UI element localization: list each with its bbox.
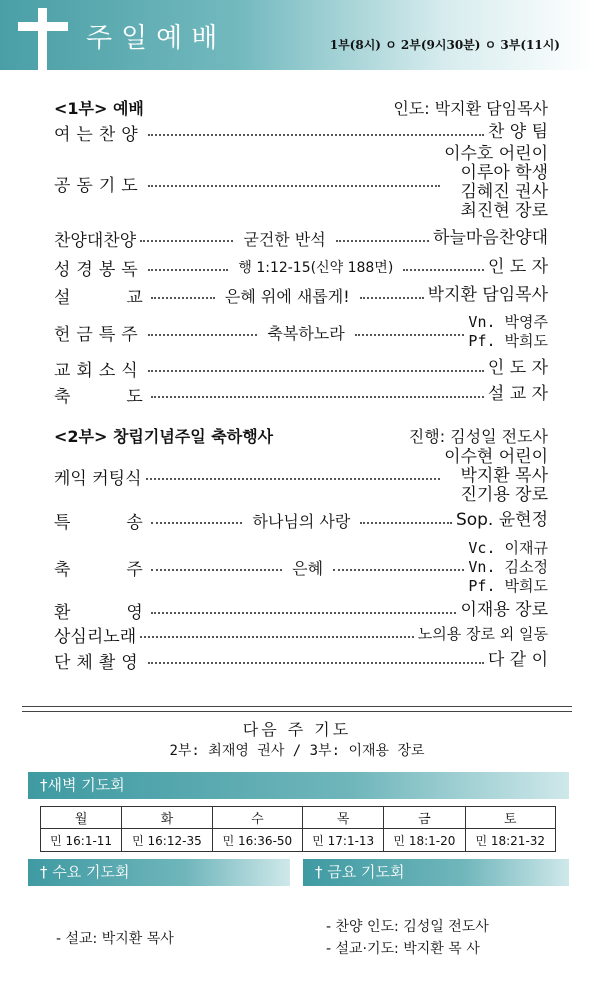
day-header: 수	[212, 807, 302, 829]
item-value: 설 교 자	[487, 383, 548, 404]
page-title: 주일예배	[86, 23, 227, 54]
dotted-leader	[148, 370, 484, 372]
order-item	[54, 598, 548, 622]
dotted-leader	[148, 662, 484, 664]
person-line: Vn. 김소정	[468, 557, 548, 576]
person-line: 이수호 어린이	[444, 144, 548, 164]
dotted-leader	[151, 612, 457, 614]
dotted-leader	[146, 478, 441, 480]
item-value: 노의용 장로 외 일동	[417, 624, 548, 643]
order-item	[54, 448, 548, 504]
service1-heading: <1부> 예배	[54, 99, 144, 118]
dawn-prayer-header: †새벽 기도회	[28, 772, 569, 799]
reading-cell: 민 16:36-50	[212, 829, 302, 852]
divider	[22, 711, 572, 712]
item-value: 박지환 담임목사	[427, 284, 548, 305]
order-item	[54, 312, 548, 352]
item-label: 환영	[54, 602, 199, 623]
service2-heading-row	[54, 424, 548, 447]
item-title: 행 1:12-15(신약 188면)	[238, 260, 394, 276]
item-label: 교회소식	[54, 360, 144, 381]
item-label: 설교	[54, 287, 199, 308]
order-item	[54, 120, 548, 144]
item-value	[468, 313, 548, 351]
dawn-schedule-table	[40, 806, 556, 852]
item-value: 하늘마음찬양대	[433, 227, 548, 248]
dotted-leader	[148, 134, 484, 136]
person-line: 김혜진 권사	[460, 182, 548, 202]
item-label: 단체촬영	[54, 652, 144, 673]
person-line: 최진현 장로	[460, 201, 548, 221]
order-item	[54, 255, 548, 279]
day-header: 목	[303, 807, 384, 829]
dotted-leader	[403, 269, 484, 271]
dotted-leader	[355, 334, 465, 336]
reading-cell: 민 16:1-11	[41, 829, 122, 852]
wednesday-prayer-header: † 수요 기도회	[28, 859, 290, 886]
divider	[22, 706, 572, 707]
service1-leader: 인도: 박지환 담임목사	[393, 99, 548, 118]
person-line: 박지환 목사	[460, 465, 548, 486]
item-value: 이재용 장로	[460, 599, 548, 620]
item-value: 인 도 자	[487, 256, 549, 277]
reading-cell: 민 17:1-13	[303, 829, 384, 852]
item-value: Sop. 윤현정	[455, 509, 548, 530]
item-title: 은혜	[292, 558, 324, 578]
item-title: 은혜 위에 새롭게!	[224, 286, 350, 306]
item-label: 상심리노래	[54, 626, 137, 647]
item-value	[468, 539, 548, 596]
table-row	[41, 829, 556, 852]
item-title: 굳건한 반석	[243, 229, 326, 249]
day-header: 토	[465, 807, 555, 829]
order-item	[54, 226, 548, 250]
item-label: 성경봉독	[54, 259, 144, 280]
day-header: 화	[122, 807, 212, 829]
person-line: Pf. 박희도	[468, 576, 548, 595]
order-item	[54, 382, 548, 406]
dotted-leader	[140, 240, 233, 242]
dotted-leader	[148, 269, 229, 271]
dotted-leader	[148, 334, 258, 336]
order-item	[54, 648, 548, 672]
item-title: 하나님의 사랑	[252, 511, 351, 531]
dotted-leader	[360, 297, 424, 299]
item-label: 여는찬양	[54, 124, 144, 145]
person-line: 이루아 학생	[460, 163, 548, 183]
dotted-leader	[360, 522, 452, 524]
order-item	[54, 622, 548, 646]
order-item	[54, 508, 548, 532]
person-line: Pf. 박희도	[468, 332, 549, 350]
item-value	[444, 448, 548, 505]
dotted-leader	[151, 297, 215, 299]
item-value: 찬 양 팀	[487, 121, 548, 142]
day-header: 금	[384, 807, 465, 829]
dotted-leader	[148, 185, 440, 187]
person-line: 진기용 장로	[460, 484, 548, 505]
day-header: 월	[41, 807, 122, 829]
reading-cell: 민 18:21-32	[465, 829, 555, 852]
order-item	[54, 538, 548, 596]
item-value: 다 같 이	[487, 649, 548, 670]
item-value	[444, 145, 548, 221]
service2-leader: 진행: 김성일 전도사	[408, 427, 548, 446]
order-item	[54, 283, 548, 307]
next-week-title: 다음 주 기도	[242, 720, 352, 739]
header-banner	[0, 0, 594, 70]
friday-prayer-header: † 금요 기도회	[303, 859, 569, 886]
person-line: 이수현 어린이	[444, 446, 548, 467]
table-header-row	[41, 807, 556, 829]
dotted-leader	[151, 396, 484, 398]
item-title: 축복하노라	[267, 323, 345, 343]
item-label: 헌금특주	[54, 324, 144, 345]
cross-icon	[38, 8, 47, 72]
dotted-leader	[151, 522, 243, 524]
friday-worship-leader: - 찬양 인도: 김성일 전도사	[326, 919, 489, 935]
person-line: Vn. 박영주	[468, 313, 549, 331]
wednesday-preacher: - 설교: 박지환 목사	[56, 931, 174, 947]
friday-preacher: - 설교·기도: 박지환 목 사	[326, 941, 480, 957]
item-label: 찬양대찬양	[54, 230, 137, 251]
next-week-prayer: 2부: 최재영 권사 / 3부: 이재용 장로	[169, 743, 425, 759]
order-item	[54, 356, 548, 380]
dotted-leader	[140, 636, 414, 638]
item-label: 축도	[54, 386, 199, 407]
service2-heading: <2부> 창립기념주일 축하행사	[54, 427, 274, 446]
dotted-leader	[336, 240, 429, 242]
item-label: 특송	[54, 512, 199, 533]
reading-cell: 민 18:1-20	[384, 829, 465, 852]
order-item	[54, 145, 548, 221]
person-line: Vc. 이재규	[468, 538, 548, 557]
item-label: 케익 커팅식	[54, 468, 142, 489]
item-label: 공동기도	[54, 175, 144, 196]
dotted-leader	[151, 569, 282, 571]
service-times: 1부(8시) ㅇ 2부(9시30분) ㅇ 3부(11시)	[329, 38, 560, 52]
item-label: 축주	[54, 559, 199, 580]
cross-icon-bar	[18, 22, 68, 31]
service1-heading-row	[54, 96, 548, 119]
item-value: 인 도 자	[487, 357, 548, 378]
dotted-leader	[333, 569, 464, 571]
reading-cell: 민 16:12-35	[122, 829, 212, 852]
